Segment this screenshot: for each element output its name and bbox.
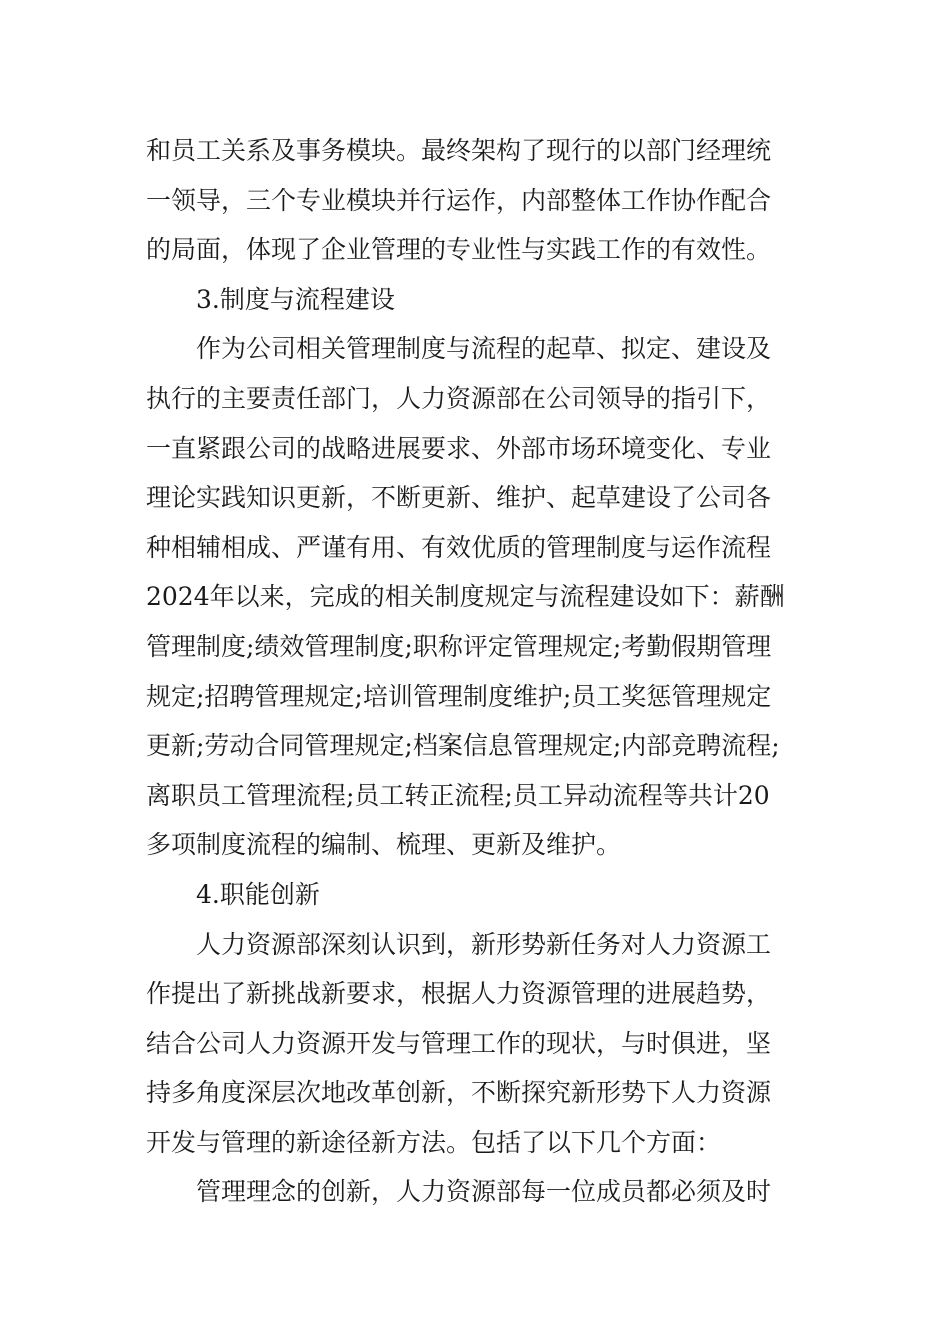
text-line: 执行的主要责任部门，人力资源部在公司领导的指引下， xyxy=(146,383,772,413)
text-line: 种相辅相成、严谨有用、有效优质的管理制度与运作流程 xyxy=(146,532,772,562)
text-line: 一直紧跟公司的战略进展要求、外部市场环境变化、专业 xyxy=(146,433,772,463)
paragraph-start: 作为公司相关管理制度与流程的起草、拟定、建设及 xyxy=(196,334,772,364)
document-body xyxy=(146,126,806,1217)
text-line: 和员工关系及事务模块。最终架构了现行的以部门经理统 xyxy=(146,136,772,165)
text-line: 更新;劳动合同管理规定;档案信息管理规定;内部竞聘流程; xyxy=(146,731,780,761)
text-line: 管理制度;绩效管理制度;职称评定管理规定;考勤假期管理 xyxy=(146,631,772,661)
paragraph-start: 管理理念的创新，人力资源部每一位成员都必须及时 xyxy=(196,1177,772,1207)
text-line: 作提出了新挑战新要求，根据人力资源管理的进展趋势， xyxy=(146,979,772,1009)
section-heading-4: 4.职能创新 xyxy=(196,879,320,909)
text-line: 结合公司人力资源开发与管理工作的现状，与时俱进，坚 xyxy=(146,1028,772,1058)
text-line: 持多角度深层次地改革创新，不断探究新形势下人力资源 xyxy=(146,1078,772,1108)
text-line: 理论实践知识更新，不断更新、维护、起草建设了公司各 xyxy=(146,483,772,513)
text-line: 规定;招聘管理规定;培训管理制度维护;员工奖惩管理规定 xyxy=(146,681,772,711)
text-line: 的局面，体现了企业管理的专业性与实践工作的有效性。 xyxy=(146,235,772,265)
text-line: 2024年以来，完成的相关制度规定与流程建设如下：薪酬 xyxy=(146,582,785,612)
text-line: 多项制度流程的编制、梳理、更新及维护。 xyxy=(146,830,622,860)
text-line: 一领导，三个专业模块并行运作，内部整体工作协作配合 xyxy=(146,185,772,215)
paragraph-start: 人力资源部深刻认识到，新形势新任务对人力资源工 xyxy=(196,929,772,959)
section-heading-3: 3.制度与流程建设 xyxy=(196,284,395,314)
text-line: 开发与管理的新途径新方法。包括了以下几个方面： xyxy=(146,1127,722,1157)
text-line: 离职员工管理流程;员工转正流程;员工异动流程等共计20 xyxy=(146,780,770,810)
